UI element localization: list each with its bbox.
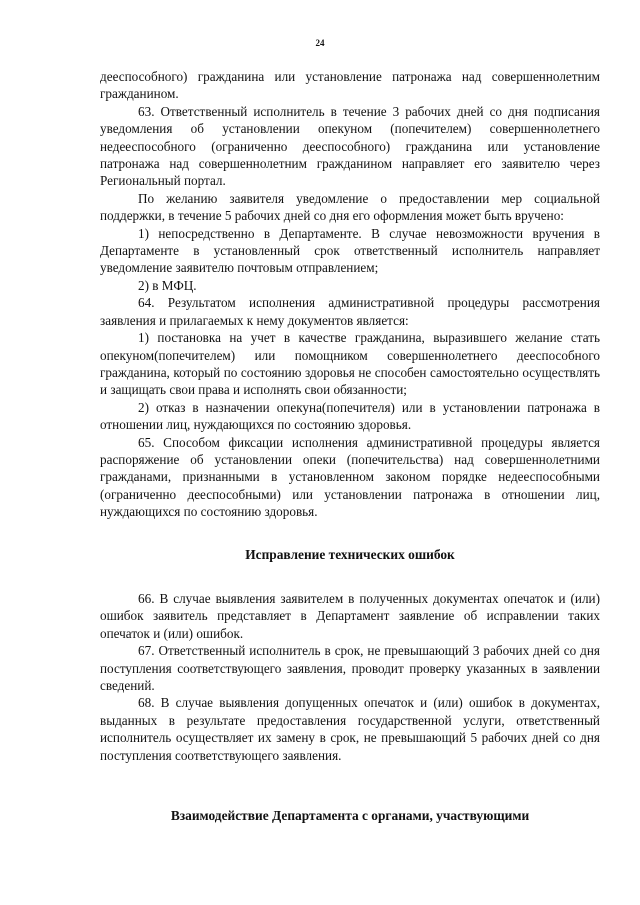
paragraph-64-item-2: 2) отказ в назначении опекуна(попечителя) или в установлении патронажа в отношении лиц, нуждающихся по состоянию здоровья.	[100, 399, 600, 433]
paragraph-notification-wish: По желанию заявителя уведомление о предоставлении мер социальной поддержки, в течение 5 рабочих дней со дня его оформления может быть вручено:	[100, 190, 600, 224]
paragraph-66: 66. В случае выявления заявителем в полученных документах опечаток и (или) ошибок заявитель представляет в Департамент заявление об исправлении таких опечаток и (или) ошибок.	[100, 590, 600, 641]
section-heading-corrections: Исправление технических ошибок	[245, 546, 455, 562]
paragraph-65: 65. Способом фиксации исполнения административной процедуры является распоряжение об установлении опеки (попечительства) над совершеннолетними гражданами, признанными в установленном законом порядке недееспособными (ограниченно дееспособными) или установлении патронажа в отношении лиц, нуждающихся по состоянию здоровья.	[100, 434, 600, 520]
paragraph-item-2-mfc: 2) в МФЦ.	[138, 277, 197, 293]
document-body	[100, 68, 600, 824]
paragraph-64: 64. Результатом исполнения административной процедуры рассмотрения заявления и прилагаемых к нему документов является:	[100, 295, 600, 328]
paragraph-64-item-1: 1) постановка на учет в качестве гражданина, выразившего желание стать опекуном(попечителем) или помощником совершеннолетнего дееспособного гражданина, который по состоянию здоровья не способен самостоятельно осуществлять и защищать свои права и исполнять свои обязанности;	[100, 330, 600, 398]
page-number: 24	[315, 38, 325, 48]
paragraph-68: 68. В случае выявления допущенных опечаток и (или) ошибок в документах, выданных в результате предоставления государственной услуги, ответственный исполнитель осуществляет их замену в срок, не превышающий 5 рабочих дней со дня поступления соответствующего заявления.	[100, 695, 600, 763]
paragraph-67: 67. Ответственный исполнитель в срок, не превышающий 3 рабочих дней со дня поступления соответствующего заявления, проводит проверку указанных в заявлении сведений.	[100, 643, 600, 693]
paragraph-item-1-department: 1) непосредственно в Департаменте. В случае невозможности вручения в Департаменте в установленный срок ответственный исполнитель направляет уведомление заявителю почтовым отправлением;	[100, 225, 600, 276]
paragraph-continuation: дееспособного) гражданина или установление патронажа над совершеннолетним гражданином.	[100, 69, 600, 102]
section-heading-interaction: Взаимодействие Департамента с органами, участвующими	[170, 808, 530, 824]
paragraph-63: 63. Ответственный исполнитель в течение 3 рабочих дней со дня подписания уведомления об установлении опекуном (попечителем) совершеннолетнего недееспособного (ограниченно дееспособного) гражданина или установление патронажа над совершеннолетним гражданином направляет его заявителю через Региональный портал.	[100, 103, 600, 189]
